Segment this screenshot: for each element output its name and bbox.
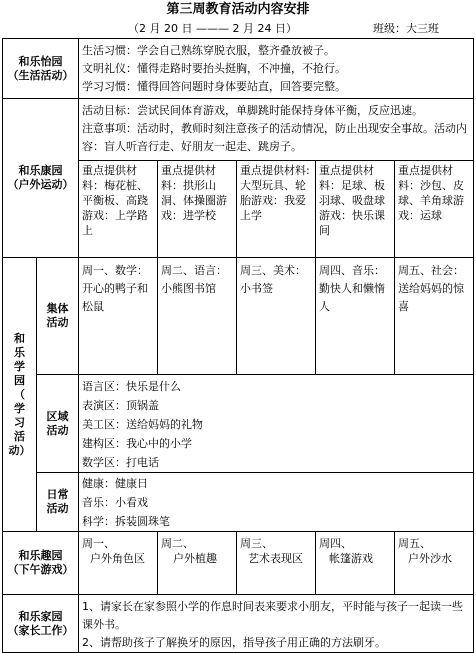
day-cell: 周四、音乐：勤快人和懒惰人 <box>316 258 395 374</box>
life-item: 学习习惯：懂得回答问题时身体要站直，回答要完整。 <box>82 80 346 93</box>
material-cell: 重点提供材料：梅花桩、平衡板、高跷游戏：上学路上 <box>79 161 158 257</box>
material-cell: 重点提供材料:大型玩具、轮胎游戏：我爱上学 <box>237 161 316 257</box>
life-item: 文明礼仪：懂得走路时要抬头挺胸，不冲撞，不抢行。 <box>82 62 346 75</box>
daily-item: 音乐：小看戏 <box>82 496 148 509</box>
life-section-label: 和乐怡园 （生活活动） <box>3 39 79 99</box>
fun-row <box>3 532 474 595</box>
family-content <box>79 595 474 653</box>
group-activity-days <box>79 258 474 375</box>
area-activity-content <box>79 375 474 473</box>
outdoor-notes-text: 注意事项：活动时，教师时刻注意孩子的活动情况，防止出现安全事故。活动内容：盲人听音行走、好朋友一起走、跳房子。 <box>82 122 467 153</box>
fun-day-cell: 周四、 帐篷游戏 <box>316 532 395 594</box>
family-row <box>3 595 474 653</box>
family-section-label: 和乐家园 （家长工作） <box>3 595 79 653</box>
fun-days <box>79 532 474 595</box>
daily-activity-row <box>3 473 474 532</box>
outdoor-notes <box>79 99 474 161</box>
fun-day-cell: 周三、 艺术表现区 <box>237 532 316 594</box>
area-item: 美工区：送给妈妈的礼物 <box>82 418 203 431</box>
daily-activity-content <box>79 473 474 532</box>
group-activity-row <box>3 258 474 375</box>
outdoor-goal: 活动目标：尝试民间体育游戏，单脚跳时能保持身体平衡，反应迅速。 <box>82 104 423 117</box>
date-range: （2 月 20 日 ——— 2 月 24 日） <box>128 22 297 35</box>
daily-item: 科学：拆装圆珠笔 <box>82 515 170 528</box>
group-activity-label: 集体 活动 <box>37 258 79 375</box>
outdoor-section-label: 和乐康园 （户外运动） <box>3 99 79 258</box>
fun-day-cell: 周二、 户外植趣 <box>158 532 237 594</box>
area-item: 表演区：顶锅盖 <box>82 399 159 412</box>
material-cell: 重点提供材料：沙包、皮球、羊角球游戏：运球 <box>398 164 464 222</box>
day-cell: 周一、数学：开心的鸭子和松鼠 <box>79 258 158 374</box>
area-activity-label: 区域 活动 <box>37 375 79 473</box>
page-title: 第三周教育活动内容安排 <box>166 2 310 17</box>
family-item: 1、请家长在家参照小学的作息时间表来要求小朋友，平时能与孩子一起读一些课外书。 <box>82 600 463 631</box>
outdoor-materials <box>79 161 474 258</box>
day-cell: 周二、语言：小熊图书馆 <box>158 258 237 374</box>
study-section-label: 和 乐 学 园 （ 学 习 活 动） <box>3 258 37 532</box>
schedule-table <box>2 38 474 653</box>
day-cell: 周五、社会：送给妈妈的惊喜 <box>398 264 464 313</box>
material-cell: 重点提供材料：足球、板羽球、吸盘球游戏：快乐课间 <box>316 161 395 257</box>
area-item: 数学区：打电话 <box>82 456 159 469</box>
area-item: 建构区：我心中的小学 <box>82 437 192 450</box>
life-item: 生活习惯：学会自己熟练穿脱衣服，整齐叠放被子。 <box>82 44 335 57</box>
life-row <box>3 39 474 99</box>
life-content <box>79 39 474 99</box>
fun-day-cell: 周五、 户外沙水 <box>398 537 452 565</box>
fun-section-label: 和乐趣园 （下午游戏） <box>3 532 79 595</box>
class-label: 班级：大三班 <box>373 22 439 35</box>
area-item: 语言区：快乐是什么 <box>82 380 181 393</box>
fun-day-cell: 周一、 户外角色区 <box>79 532 158 594</box>
daily-item: 健康：健康日 <box>82 477 148 490</box>
material-cell: 重点提供材料：拱形山洞、体操圈游戏：进学校 <box>158 161 237 257</box>
family-item: 2、请帮助孩子了解换牙的原因，指导孩子用正确的方法刷牙。 <box>82 636 386 649</box>
daily-activity-label: 日常 活动 <box>37 473 79 532</box>
day-cell: 周三、美术：小书签 <box>237 258 316 374</box>
outdoor-notes-row <box>3 99 474 161</box>
area-activity-row <box>3 375 474 473</box>
